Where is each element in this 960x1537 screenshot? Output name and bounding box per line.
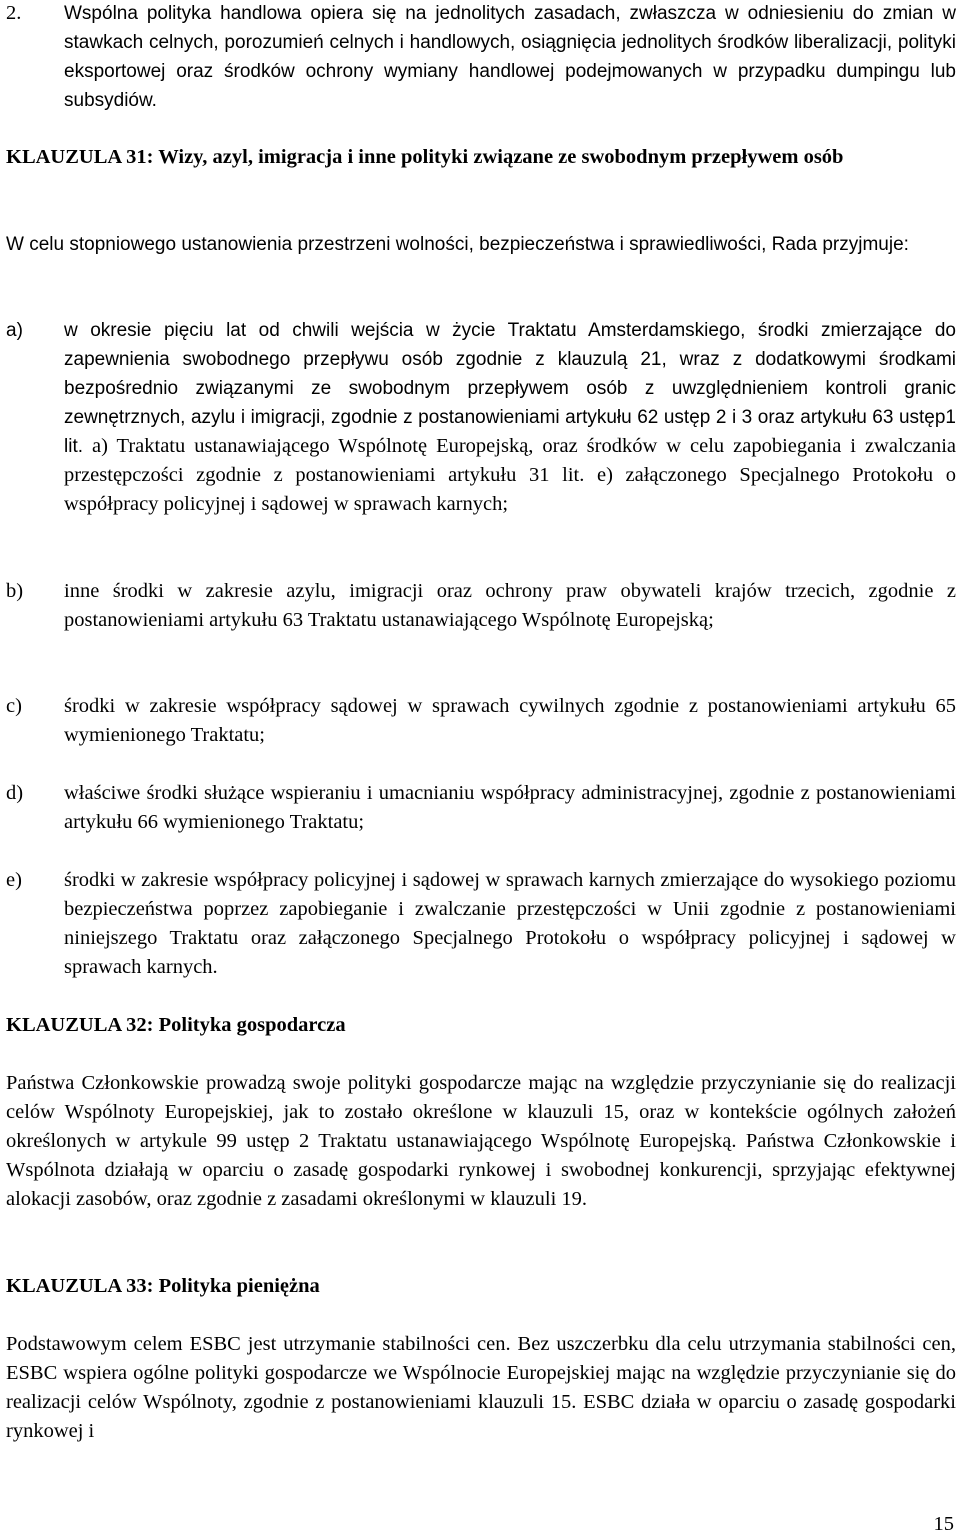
- paragraph-2: [6, 0, 956, 115]
- clause-32-text: Państwa Członkowskie prowadzą swoje polityki gospodarcze mając na względzie przyczynianie się do realizacji celów Wspólnoty Europejskiej, jak to zostało określone w klauzuli 15, oraz w kontekście ogólnych założeń określonych w artykule 99 ustęp 2 Traktatu ustanawiającego Wspólnotę Europejską. Państwa Członkowskie i Wspólnota działają w oparciu o zasadę gospodarki rynkowej i swobodnej konkurencji, sprzyjając efektywnej alokacji zasobów, oraz zgodnie z zasadami określonymi w klauzuli 19.: [6, 1072, 956, 1210]
- item-text: środki w zakresie współpracy sądowej w sprawach cywilnych zgodnie z postanowieniami artykułu 65 wymienionego Traktatu;: [64, 695, 956, 746]
- page-number: 15: [933, 1513, 954, 1535]
- clause-31-lead: W celu stopniowego ustanowienia przestrzeni wolności, bezpieczeństwa i sprawiedliwości, Rada przyjmuje:: [6, 234, 909, 255]
- paragraph-number: 2.: [6, 2, 22, 24]
- item-label: e): [6, 869, 22, 891]
- clause-31-heading: KLAUZULA 31: Wizy, azyl, imigracja i inne polityki związane ze swobodnym przepływem osób: [6, 146, 844, 168]
- clause-33-heading: KLAUZULA 33: Polityka pieniężna: [6, 1275, 320, 1297]
- clause-31-item-d: [6, 779, 956, 837]
- item-a-text-part-1: w okresie pięciu lat od chwili wejścia w życie Traktatu Amsterdamskiego, środki zmierzające do zapewnienia swobodnego przepływu osób zgodnie z klauzulą 21, wraz z dodatkowymi środkami bezpośrednio związanymi ze swobodnym przepływem osób z uwzględnieniem kontroli granic zewnętrznych, azylu i imigracji, zgodnie z postanowieniami artykułu 62 ustęp 2 i 3 oraz artykułu 63 ustęp1 lit.: [64, 320, 956, 457]
- paragraph-text: Wspólna polityka handlowa opiera się na jednolitych zasadach, zwłaszcza w odniesieniu do zmian w stawkach celnych, porozumień celnych i handlowych, osiągnięcia jednolitych środków liberalizacji, polityki eksportowej oraz środków ochrony wymiany handlowej podejmowanych w przypadku dumpingu lub subsydiów.: [64, 3, 956, 111]
- clause-33-text: Podstawowym celem ESBC jest utrzymanie stabilności cen. Bez uszczerbku dla celu utrzymania stabilności cen, ESBC wspiera ogólne polityki gospodarcze we Wspólnocie Europejskiej mając na względzie przyczynianie się do realizacji celów Wspólnoty, zgodnie z postanowieniami klauzuli 15. ESBC działa w oparciu o zasadę gospodarki rynkowej i: [6, 1333, 956, 1442]
- clause-32-heading: KLAUZULA 32: Polityka gospodarcza: [6, 1014, 346, 1036]
- clause-31-item-a: [6, 316, 956, 519]
- item-text: właściwe środki służące wspieraniu i umacnianiu współpracy administracyjnej, zgodnie z postanowieniami artykułu 66 wymienionego Traktatu;: [64, 782, 956, 833]
- item-label: c): [6, 695, 22, 717]
- clause-31-item-c: [6, 692, 956, 750]
- item-text: inne środki w zakresie azylu, imigracji oraz ochrony praw obywateli krajów trzecich, zgodnie z postanowieniami artykułu 63 Traktatu ustanawiającego Wspólnotę Europejską;: [64, 580, 956, 631]
- item-label: d): [6, 782, 24, 804]
- item-text: środki w zakresie współpracy policyjnej i sądowej w sprawach karnych zmierzające do wysokiego poziomu bezpieczeństwa poprzez zapobieganie i zwalczanie przestępczości w Unii zgodnie z postanowieniami niniejszego Traktatu oraz załączonego Specjalnego Protokołu o współpracy policyjnej i sądowej w sprawach karnych.: [64, 869, 956, 978]
- item-a-text-part-2: a) Traktatu ustanawiającego Wspólnotę Europejską, oraz środków w celu zapobiegania i zwalczania przestępczości zgodnie z postanowieniami artykułu 31 lit. e) załączonego Specjalnego Protokołu o współpracy policyjnej i sądowej w sprawach karnych;: [64, 435, 956, 515]
- item-label: b): [6, 580, 24, 602]
- clause-31-item-b: [6, 577, 956, 635]
- clause-31-item-e: [6, 866, 956, 982]
- item-label: a): [6, 320, 23, 341]
